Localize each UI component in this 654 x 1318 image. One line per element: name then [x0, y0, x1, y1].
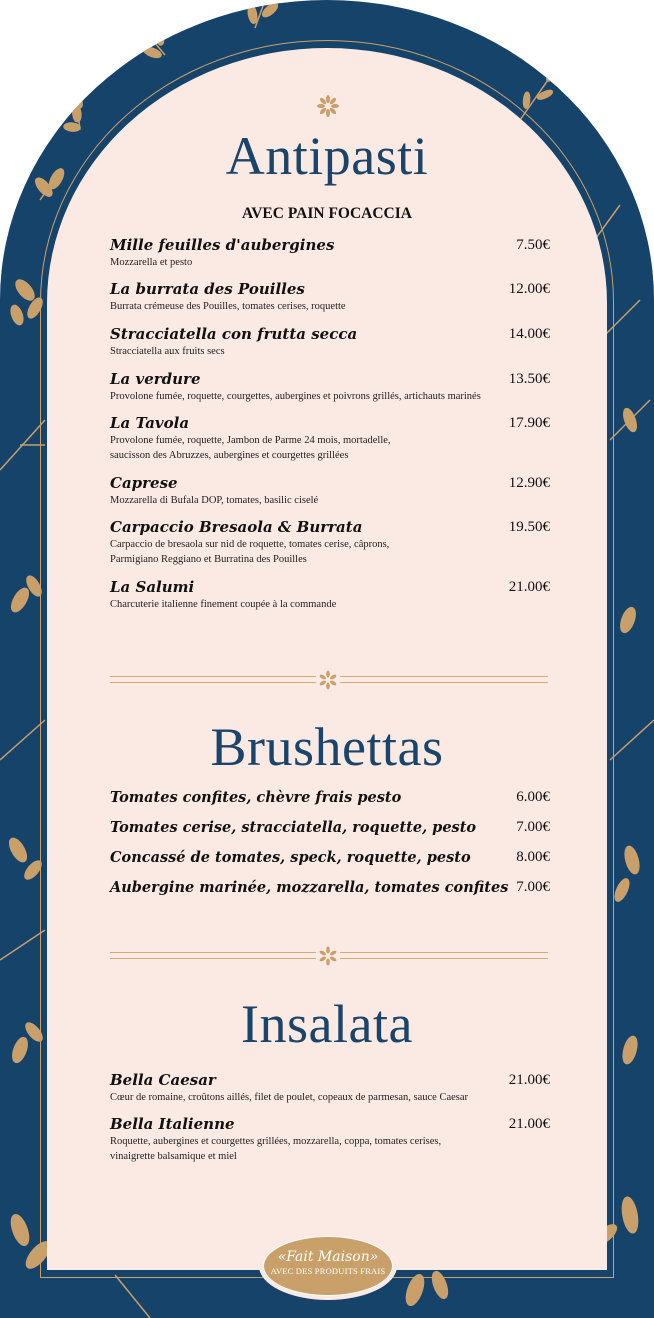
section-title-insalata: Insalata [241, 994, 413, 1054]
flower-asterisk-icon [315, 93, 341, 119]
menu-item [110, 849, 550, 866]
item-price: 21.00€ [508, 1072, 550, 1088]
item-name: La burrata des Pouilles [110, 280, 305, 298]
item-description-line2: saucisson des Abruzzes, aubergines et courgettes grillées [110, 450, 349, 461]
item-price: 12.00€ [508, 281, 550, 297]
badge-title: «Fait Maison» [277, 1249, 379, 1265]
menu-item [110, 789, 550, 806]
menu-item [110, 370, 550, 404]
item-name: Tomates confites, chèvre frais pesto [110, 789, 402, 806]
item-description: Carpaccio de bresaola sur nid de roquette, tomates cerise, câprons, [110, 539, 390, 550]
menu-item [110, 578, 550, 612]
menu-item [110, 879, 550, 896]
section-title-antipasti: Antipasti [225, 126, 429, 186]
item-name: Concassé de tomates, speck, roquette, pesto [110, 849, 471, 866]
item-description: Roquette, aubergines et courgettes grillées, mozzarella, coppa, tomates cerises, [110, 1136, 442, 1147]
item-price: 13.50€ [508, 371, 550, 387]
item-description: Mozzarella di Bufala DOP, tomates, basilic ciselé [110, 495, 319, 506]
item-description: Stracciatella aux fruits secs [110, 346, 225, 357]
item-price: 21.00€ [508, 1116, 550, 1132]
item-price: 14.00€ [508, 326, 550, 342]
item-name: Bella Italienne [110, 1115, 235, 1133]
menu-item [110, 325, 550, 359]
menu-item [110, 1071, 550, 1105]
item-name: Mille feuilles d'aubergines [110, 236, 335, 254]
section-subtitle: AVEC PAIN FOCACCIA [242, 205, 412, 222]
menu-item [110, 280, 550, 314]
item-description-line2: vinaigrette balsamique et miel [110, 1151, 237, 1162]
item-name: Tomates cerise, stracciatella, roquette, pesto [110, 819, 477, 836]
item-price: 8.00€ [516, 849, 550, 865]
badge-subtitle: AVEC DES PRODUITS FRAIS [270, 1266, 386, 1276]
item-description: Charcuterie italienne finement coupée à la commande [110, 599, 337, 610]
item-name: La Tavola [110, 414, 190, 432]
item-price: 17.90€ [508, 415, 550, 431]
item-name: Stracciatella con frutta secca [110, 325, 358, 343]
menu-item [110, 1115, 550, 1164]
item-price: 21.00€ [508, 579, 550, 595]
item-description: Mozzarella et pesto [110, 257, 193, 268]
item-description: Burrata crémeuse des Pouilles, tomates cerises, roquette [110, 301, 346, 312]
item-price: 7.50€ [516, 237, 550, 253]
item-description: Provolone fumée, roquette, courgettes, aubergines et poivrons grillés, artichauts marinés [110, 391, 481, 402]
item-price: 12.90€ [508, 475, 550, 491]
item-name: Aubergine marinée, mozzarella, tomates confites [110, 879, 509, 896]
item-name: Bella Caesar [110, 1071, 216, 1089]
menu-item [110, 474, 550, 508]
item-description-line2: Parmigiano Reggiano et Burratina des Pouilles [110, 554, 307, 565]
badge-oval [263, 1236, 393, 1296]
item-name: La Salumi [110, 578, 195, 596]
item-name: Carpaccio Bresaola & Burrata [110, 518, 363, 536]
menu-item [110, 518, 550, 567]
item-price: 7.00€ [516, 819, 550, 835]
item-name: Caprese [110, 474, 178, 492]
item-description: Cœur de romaine, croûtons aillés, filet de poulet, copeaux de parmesan, sauce Caesar [110, 1092, 469, 1103]
flower-asterisk-icon [316, 668, 340, 692]
fait-maison-badge [259, 1232, 397, 1300]
menu-item [110, 236, 550, 270]
flower-asterisk-icon [316, 944, 340, 968]
item-price: 19.50€ [508, 519, 550, 535]
section-title-brushettas: Brushettas [210, 717, 444, 777]
menu-item [110, 819, 550, 836]
item-price: 7.00€ [516, 879, 550, 895]
item-price: 6.00€ [516, 789, 550, 805]
menu-item [110, 414, 550, 463]
item-description: Provolone fumée, roquette, Jambon de Parme 24 mois, mortadelle, [110, 435, 391, 446]
item-name: La verdure [110, 370, 201, 388]
